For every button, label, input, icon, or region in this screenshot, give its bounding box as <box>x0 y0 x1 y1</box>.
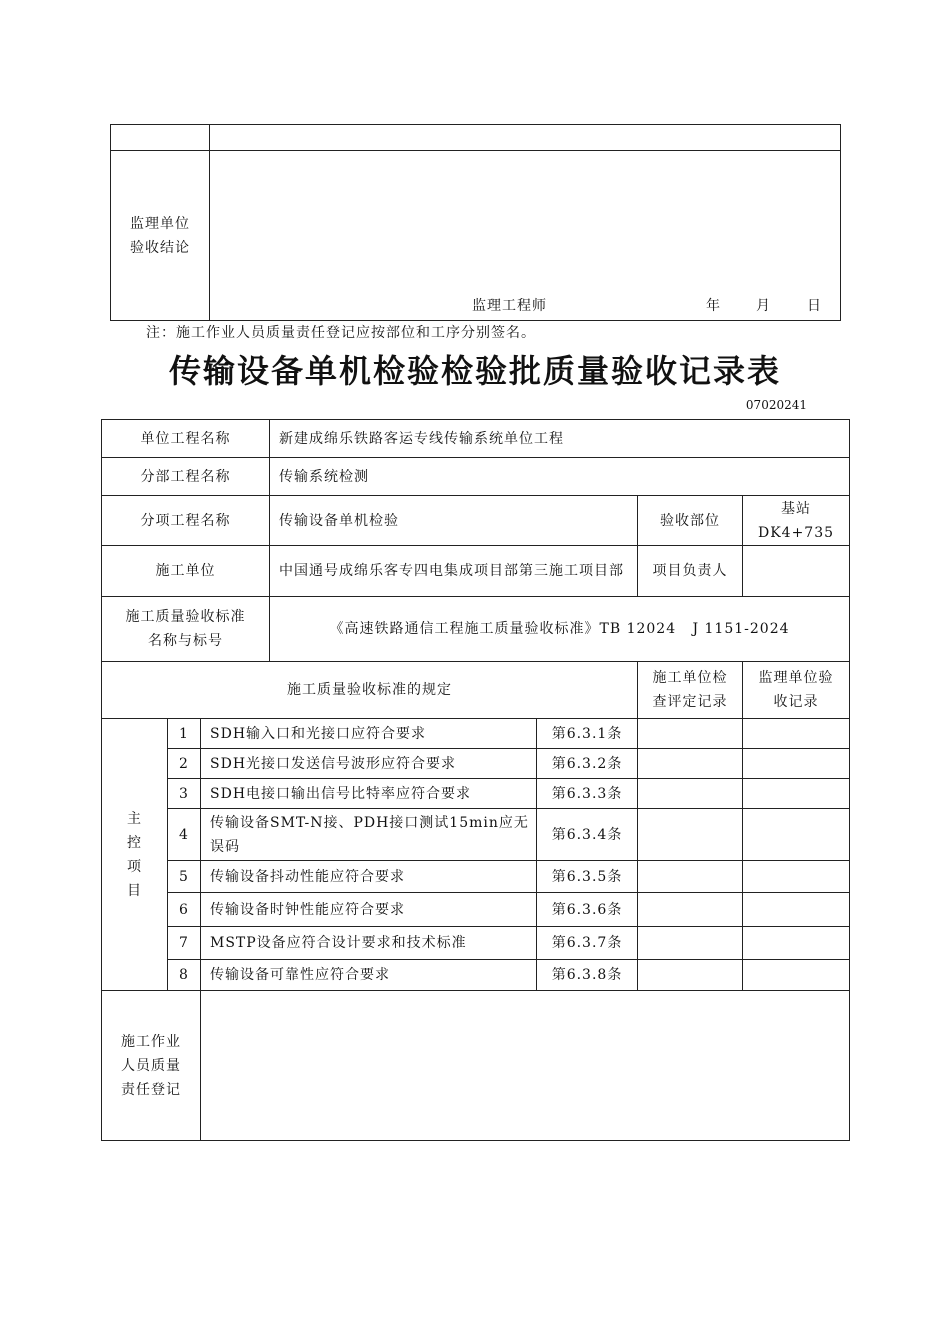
contractor-record-cell[interactable] <box>638 893 743 927</box>
item-clause: 第6.3.4条 <box>537 809 638 861</box>
unit-project-label: 单位工程名称 <box>102 420 270 458</box>
acceptance-part-label: 验收部位 <box>638 496 743 546</box>
provisions-header: 施工质量验收标准的规定 <box>102 662 638 719</box>
supervisor-record-cell[interactable] <box>743 749 850 779</box>
year-label: 年 <box>706 297 721 314</box>
item-number: 7 <box>168 927 201 960</box>
acceptance-record-table <box>101 419 850 1141</box>
project-manager-label: 项目负责人 <box>638 546 743 597</box>
item-number: 3 <box>168 779 201 809</box>
contractor-record-cell[interactable] <box>638 861 743 893</box>
item-number: 2 <box>168 749 201 779</box>
supervisor-record-header: 监理单位验 收记录 <box>743 662 850 719</box>
contractor-record-header: 施工单位检 查评定记录 <box>638 662 743 719</box>
division-label: 分部工程名称 <box>102 458 270 496</box>
item-number: 4 <box>168 809 201 861</box>
subdivision-label: 分项工程名称 <box>102 496 270 546</box>
unit-project-value: 新建成绵乐铁路客运专线传输系统单位工程 <box>270 420 850 458</box>
item-number: 5 <box>168 861 201 893</box>
item-number: 6 <box>168 893 201 927</box>
item-number: 1 <box>168 719 201 749</box>
item-clause: 第6.3.5条 <box>537 861 638 893</box>
supervisor-record-cell[interactable] <box>743 960 850 991</box>
standard-value: 《高速铁路通信工程施工质量验收标准》TB 12024 J 1151-2024 <box>270 597 850 662</box>
item-text: 传输设备时钟性能应符合要求 <box>201 893 537 927</box>
engineer-label: 监理工程师 <box>472 297 547 314</box>
subdivision-value: 传输设备单机检验 <box>270 496 638 546</box>
day-label: 日 <box>807 297 822 314</box>
project-manager-value[interactable] <box>743 546 850 597</box>
item-clause: 第6.3.3条 <box>537 779 638 809</box>
division-value: 传输系统检测 <box>270 458 850 496</box>
contractor-value: 中国通号成绵乐客专四电集成项目部第三施工项目部 <box>270 546 638 597</box>
standard-label: 施工质量验收标准 名称与标号 <box>102 597 270 662</box>
item-text: MSTP设备应符合设计要求和技术标准 <box>201 927 537 960</box>
contractor-record-cell[interactable] <box>638 779 743 809</box>
item-text: 传输设备SMT-N接、PDH接口测试15min应无误码 <box>201 809 537 861</box>
item-text: 传输设备可靠性应符合要求 <box>201 960 537 991</box>
month-label: 月 <box>756 297 771 314</box>
contractor-record-cell[interactable] <box>638 749 743 779</box>
worker-registration-cell[interactable] <box>201 991 850 1141</box>
item-text: SDH输入口和光接口应符合要求 <box>201 719 537 749</box>
item-text: SDH电接口输出信号比特率应符合要求 <box>201 779 537 809</box>
item-clause: 第6.3.6条 <box>537 893 638 927</box>
worker-registration-label: 施工作业 人员质量 责任登记 <box>102 991 201 1141</box>
contractor-record-cell[interactable] <box>638 960 743 991</box>
item-text: SDH光接口发送信号波形应符合要求 <box>201 749 537 779</box>
supervision-conclusion-label: 监理单位 验收结论 <box>111 151 210 321</box>
supervisor-record-cell[interactable] <box>743 893 850 927</box>
contractor-record-cell[interactable] <box>638 719 743 749</box>
supervision-table <box>110 124 841 321</box>
item-clause: 第6.3.8条 <box>537 960 638 991</box>
supervisor-record-cell[interactable] <box>743 927 850 960</box>
supervisor-record-cell[interactable] <box>743 779 850 809</box>
supervision-conclusion-cell[interactable] <box>210 151 841 321</box>
main-control-label: 主 控 项 目 <box>102 719 168 991</box>
contractor-record-cell[interactable] <box>638 809 743 861</box>
top-empty-cell <box>111 125 210 151</box>
acceptance-part-value: 基站 DK4+735 <box>743 496 850 546</box>
form-code: 07020241 <box>745 398 807 412</box>
supervisor-record-cell[interactable] <box>743 861 850 893</box>
item-text: 传输设备抖动性能应符合要求 <box>201 861 537 893</box>
registration-note: 注：施工作业人员质量责任登记应按部位和工序分别签名。 <box>146 325 536 341</box>
page-title: 传输设备单机检验检验批质量验收记录表 <box>168 352 781 390</box>
item-clause: 第6.3.1条 <box>537 719 638 749</box>
supervisor-record-cell[interactable] <box>743 809 850 861</box>
contractor-label: 施工单位 <box>102 546 270 597</box>
supervisor-record-cell[interactable] <box>743 719 850 749</box>
item-number: 8 <box>168 960 201 991</box>
top-empty-cell <box>210 125 841 151</box>
item-clause: 第6.3.2条 <box>537 749 638 779</box>
contractor-record-cell[interactable] <box>638 927 743 960</box>
item-clause: 第6.3.7条 <box>537 927 638 960</box>
